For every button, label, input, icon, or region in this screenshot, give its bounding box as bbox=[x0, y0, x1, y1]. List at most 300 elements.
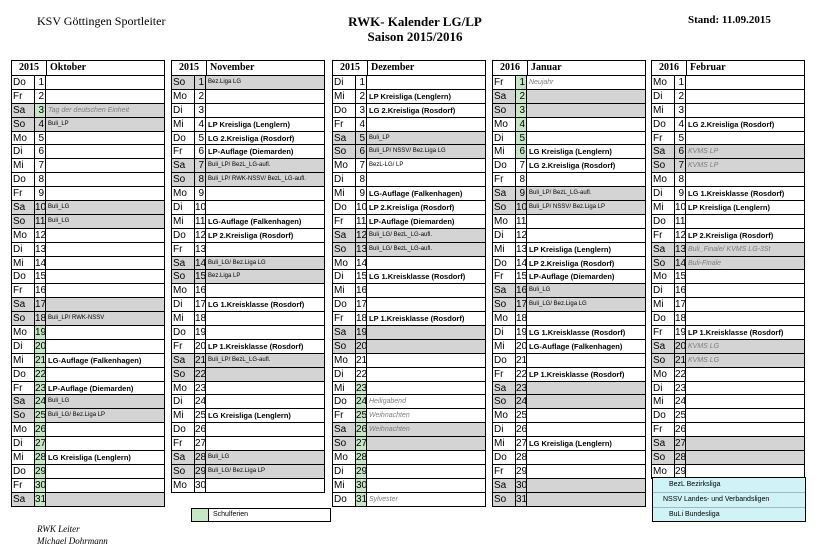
day-row bbox=[333, 187, 485, 201]
weekday: Di bbox=[12, 340, 35, 353]
month-header bbox=[12, 60, 164, 76]
day-number: 28 bbox=[195, 452, 207, 464]
day-row bbox=[333, 118, 485, 132]
day-number: 27 bbox=[195, 438, 207, 450]
day-number: 8 bbox=[35, 173, 46, 186]
weekday: Mi bbox=[493, 243, 516, 256]
day-number: 20 bbox=[516, 340, 528, 352]
day-number: 11 bbox=[356, 215, 367, 227]
event-text: Buli_Finale/ KVMS LG-3St bbox=[688, 245, 771, 253]
weekday: Sa bbox=[652, 340, 675, 353]
day-row bbox=[493, 132, 645, 146]
day-number: 25 bbox=[35, 410, 47, 422]
day-number: 29 bbox=[35, 465, 47, 477]
day-number: 25 bbox=[516, 410, 528, 422]
day-number: 2 bbox=[675, 90, 686, 103]
weekday: Sa bbox=[12, 395, 35, 408]
event-text: LP-Auflage (Diemarden) bbox=[369, 216, 455, 226]
weekday: Di bbox=[12, 243, 35, 256]
event-text bbox=[206, 479, 324, 492]
weekday: Mo bbox=[12, 132, 35, 145]
month-year: 2015 bbox=[333, 61, 368, 75]
school-holiday-legend bbox=[191, 508, 331, 522]
event-text: Sylvester bbox=[369, 495, 398, 503]
day-row bbox=[493, 409, 645, 423]
weekday: Sa bbox=[172, 451, 195, 464]
day-row bbox=[333, 90, 485, 104]
day-row bbox=[172, 368, 324, 382]
day-row bbox=[333, 159, 485, 173]
weekday: So bbox=[652, 451, 675, 464]
day-row bbox=[333, 243, 485, 257]
weekday: Di bbox=[652, 187, 675, 200]
weekday: Mo bbox=[652, 465, 675, 478]
day-row bbox=[172, 284, 324, 298]
month-year: 2015 bbox=[12, 61, 47, 75]
day-number: 17 bbox=[35, 299, 47, 311]
day-row bbox=[172, 479, 324, 493]
weekday: Do bbox=[652, 312, 675, 325]
day-number: 27 bbox=[516, 438, 528, 450]
day-row bbox=[333, 437, 485, 451]
weekday: Sa bbox=[172, 354, 195, 367]
event-text bbox=[527, 90, 645, 103]
day-number: 30 bbox=[356, 479, 368, 491]
month-year: 2016 bbox=[493, 61, 528, 75]
event-text bbox=[367, 354, 485, 367]
event-text bbox=[206, 437, 324, 450]
weekday: Di bbox=[333, 173, 356, 186]
day-row bbox=[333, 312, 485, 326]
day-number: 22 bbox=[516, 368, 528, 380]
event-text bbox=[46, 284, 164, 297]
day-row bbox=[12, 409, 164, 423]
day-row bbox=[172, 257, 324, 271]
weekday: Mi bbox=[333, 187, 356, 200]
event-text: LP Kreisliga (Lenglern) bbox=[208, 119, 290, 129]
day-number: 15 bbox=[675, 271, 687, 283]
day-number: 4 bbox=[356, 118, 367, 131]
day-row bbox=[493, 479, 645, 493]
weekday: Mo bbox=[12, 229, 35, 242]
day-number: 28 bbox=[516, 452, 528, 464]
event-text: LG 2.Kreisliga (Rosdorf) bbox=[208, 133, 295, 143]
day-row bbox=[333, 229, 485, 243]
event-text: Tag der deutschen Einheit bbox=[48, 106, 130, 114]
weekday: Fr bbox=[12, 90, 35, 103]
day-row bbox=[172, 104, 324, 118]
weekday: Mo bbox=[172, 382, 195, 395]
weekday: Mo bbox=[172, 187, 195, 200]
day-number: 1 bbox=[356, 76, 367, 89]
event-text bbox=[686, 437, 804, 450]
event-text bbox=[206, 243, 324, 256]
event-text: LG 1.Kreisklasse (Rosdorf) bbox=[369, 272, 466, 282]
event-text: Buli_LP/ RWK-NSSV/ BezL_LG-aufl. bbox=[208, 176, 306, 183]
weekday: So bbox=[652, 257, 675, 270]
weekday: Fr bbox=[172, 437, 195, 450]
day-number: 6 bbox=[356, 145, 367, 158]
weekday: Sa bbox=[333, 326, 356, 339]
day-number: 26 bbox=[675, 424, 687, 436]
weekday: So bbox=[493, 493, 516, 506]
event-text bbox=[686, 173, 804, 186]
weekday: Mo bbox=[333, 451, 356, 464]
day-row bbox=[493, 326, 645, 340]
day-number: 1 bbox=[35, 76, 46, 89]
event-text: LG Kreisliga (Lenglern) bbox=[208, 411, 291, 421]
day-number: 12 bbox=[675, 229, 687, 241]
day-row bbox=[493, 90, 645, 104]
day-number: 19 bbox=[195, 327, 207, 339]
weekday: Mo bbox=[493, 409, 516, 422]
event-text bbox=[367, 76, 485, 89]
day-number: 11 bbox=[516, 215, 527, 227]
event-text: Buli_LG bbox=[48, 217, 70, 224]
day-number: 19 bbox=[356, 327, 368, 339]
event-text bbox=[46, 257, 164, 270]
day-row bbox=[333, 493, 485, 507]
weekday: Mo bbox=[12, 423, 35, 436]
day-number: 20 bbox=[675, 340, 687, 352]
day-number: 21 bbox=[675, 354, 687, 366]
day-row bbox=[333, 298, 485, 312]
weekday: Do bbox=[493, 257, 516, 270]
day-number: 23 bbox=[516, 382, 528, 394]
weekday: Do bbox=[493, 451, 516, 464]
holiday-legend-label: Schulferien bbox=[213, 511, 249, 518]
weekday: Sa bbox=[12, 298, 35, 311]
weekday: Mo bbox=[333, 354, 356, 367]
event-text bbox=[46, 132, 164, 145]
weekday: So bbox=[652, 159, 675, 172]
day-number: 9 bbox=[356, 187, 367, 200]
day-number: 28 bbox=[675, 452, 687, 464]
day-number: 17 bbox=[516, 299, 528, 311]
day-number: 18 bbox=[516, 313, 528, 325]
day-number: 10 bbox=[195, 202, 207, 214]
day-number: 3 bbox=[516, 104, 527, 117]
day-number: 2 bbox=[356, 90, 367, 103]
day-number: 9 bbox=[195, 187, 206, 200]
month-year: 2015 bbox=[172, 61, 207, 75]
event-text bbox=[527, 104, 645, 117]
day-row bbox=[493, 243, 645, 257]
day-row bbox=[652, 187, 804, 201]
day-number: 24 bbox=[675, 396, 687, 408]
weekday: So bbox=[493, 395, 516, 408]
weekday: Mi bbox=[12, 257, 35, 270]
event-text: LP Kreisliga (Lenglern) bbox=[529, 244, 611, 254]
weekday: Di bbox=[333, 368, 356, 381]
event-text bbox=[206, 201, 324, 214]
day-row bbox=[493, 298, 645, 312]
day-number: 29 bbox=[356, 465, 368, 477]
event-text bbox=[686, 284, 804, 297]
day-number: 14 bbox=[195, 257, 207, 269]
day-number: 18 bbox=[35, 313, 47, 325]
event-text bbox=[686, 312, 804, 325]
weekday: Do bbox=[333, 395, 356, 408]
day-row bbox=[333, 340, 485, 354]
weekday: So bbox=[172, 465, 195, 478]
weekday: Sa bbox=[652, 437, 675, 450]
day-row bbox=[652, 340, 804, 354]
event-text bbox=[206, 326, 324, 339]
calendar-title bbox=[300, 14, 530, 44]
event-text: KVMS LP bbox=[688, 162, 719, 170]
event-text bbox=[686, 298, 804, 311]
month-header bbox=[493, 60, 645, 76]
event-text: LP 1.Kreisklasse (Rosdorf) bbox=[529, 369, 625, 379]
event-text: LG-Auflage (Falkenhagen) bbox=[48, 355, 142, 365]
event-text bbox=[46, 229, 164, 242]
weekday: Do bbox=[493, 159, 516, 172]
weekday: Di bbox=[493, 132, 516, 145]
day-row bbox=[12, 118, 164, 132]
day-number: 14 bbox=[675, 257, 687, 269]
weekday: Fr bbox=[12, 382, 35, 395]
day-number: 31 bbox=[35, 493, 47, 505]
day-row bbox=[333, 145, 485, 159]
weekday: So bbox=[493, 104, 516, 117]
weekday: Do bbox=[493, 354, 516, 367]
event-text bbox=[46, 76, 164, 89]
day-row bbox=[333, 382, 485, 396]
event-text bbox=[367, 173, 485, 186]
day-row bbox=[172, 132, 324, 146]
event-text bbox=[367, 118, 485, 131]
day-row bbox=[12, 187, 164, 201]
weekday: Mi bbox=[12, 451, 35, 464]
weekday: Di bbox=[652, 90, 675, 103]
weekday: Mi bbox=[333, 382, 356, 395]
day-number: 24 bbox=[356, 396, 368, 408]
event-text: Buli_LP/ BezL_LG-aufl. bbox=[529, 190, 592, 197]
event-text bbox=[367, 437, 485, 450]
day-number: 22 bbox=[356, 368, 368, 380]
weekday: Mi bbox=[652, 395, 675, 408]
day-row bbox=[12, 257, 164, 271]
weekday: Mo bbox=[172, 284, 195, 297]
day-row bbox=[333, 270, 485, 284]
weekday: Do bbox=[172, 423, 195, 436]
event-text: LG Kreisliga (Lenglern) bbox=[48, 453, 131, 463]
day-number: 14 bbox=[516, 257, 528, 269]
day-row bbox=[12, 173, 164, 187]
day-row bbox=[652, 451, 804, 465]
day-number: 5 bbox=[675, 132, 686, 145]
day-number: 7 bbox=[675, 159, 686, 172]
weekday: Mo bbox=[333, 159, 356, 172]
day-number: 1 bbox=[516, 76, 527, 89]
event-text: LG Kreisliga (Lenglern) bbox=[529, 147, 612, 157]
event-text: LG-Auflage (Falkenhagen) bbox=[369, 189, 463, 199]
weekday: Sa bbox=[172, 257, 195, 270]
event-text: Buli-Finale bbox=[688, 259, 722, 267]
weekday: Fr bbox=[493, 368, 516, 381]
day-number: 23 bbox=[35, 382, 47, 394]
day-row bbox=[172, 187, 324, 201]
weekday: Sa bbox=[333, 132, 356, 145]
weekday: So bbox=[172, 76, 195, 89]
weekday: Fr bbox=[333, 312, 356, 325]
event-text bbox=[46, 159, 164, 172]
event-text bbox=[686, 215, 804, 228]
weekday: Mo bbox=[333, 257, 356, 270]
weekday: Do bbox=[333, 298, 356, 311]
weekday: Mi bbox=[12, 159, 35, 172]
league-legend bbox=[652, 477, 806, 522]
day-number: 31 bbox=[516, 493, 528, 505]
event-text: LG-Auflage (Falkenhagen) bbox=[529, 341, 623, 351]
day-number: 5 bbox=[516, 132, 527, 145]
day-row bbox=[652, 159, 804, 173]
day-row bbox=[172, 90, 324, 104]
event-text: Buli_LG/ Bez.Liga LP bbox=[208, 467, 266, 474]
weekday: So bbox=[12, 312, 35, 325]
event-text bbox=[527, 465, 645, 478]
day-number: 28 bbox=[356, 452, 368, 464]
day-row bbox=[172, 270, 324, 284]
month-year: 2016 bbox=[652, 61, 687, 75]
day-row bbox=[333, 76, 485, 90]
event-text bbox=[367, 298, 485, 311]
day-row bbox=[12, 465, 164, 479]
event-text bbox=[46, 145, 164, 158]
event-text: Buli_LG/ Bez.Liga LG bbox=[529, 301, 587, 308]
event-text: LG-Auflage (Falkenhagen) bbox=[208, 216, 302, 226]
event-text bbox=[686, 368, 804, 381]
day-number: 7 bbox=[35, 159, 46, 172]
event-text: LP-Auflage (Diemarden) bbox=[529, 272, 615, 282]
stand-date: Stand: 11.09.2015 bbox=[688, 14, 771, 26]
weekday: Sa bbox=[493, 479, 516, 492]
day-number: 4 bbox=[195, 118, 206, 131]
day-row bbox=[12, 354, 164, 368]
day-number: 2 bbox=[516, 90, 527, 103]
day-number: 21 bbox=[356, 354, 368, 366]
day-number: 22 bbox=[35, 368, 47, 380]
event-text: Buli_LP bbox=[369, 134, 390, 141]
day-number: 20 bbox=[35, 340, 47, 352]
event-text bbox=[367, 451, 485, 464]
weekday: Mi bbox=[493, 145, 516, 158]
weekday: Fr bbox=[333, 118, 356, 131]
weekday: Mo bbox=[652, 173, 675, 186]
day-number: 6 bbox=[516, 145, 527, 158]
event-text bbox=[367, 368, 485, 381]
event-text bbox=[527, 215, 645, 228]
title-line: RWK- Kalender LG/LP bbox=[348, 14, 482, 29]
weekday: Fr bbox=[12, 284, 35, 297]
day-number: 12 bbox=[516, 229, 528, 241]
weekday: Do bbox=[12, 465, 35, 478]
day-number: 24 bbox=[195, 396, 207, 408]
day-row bbox=[493, 465, 645, 479]
day-row bbox=[172, 465, 324, 479]
day-row bbox=[12, 243, 164, 257]
event-text bbox=[46, 90, 164, 103]
weekday: Sa bbox=[652, 243, 675, 256]
day-number: 10 bbox=[675, 202, 687, 214]
day-number: 16 bbox=[195, 285, 207, 297]
day-number: 19 bbox=[35, 327, 47, 339]
day-number: 30 bbox=[195, 479, 207, 491]
day-number: 15 bbox=[35, 271, 47, 283]
weekday: Fr bbox=[493, 76, 516, 89]
day-number: 29 bbox=[675, 465, 687, 477]
day-row bbox=[12, 382, 164, 396]
event-text bbox=[527, 423, 645, 436]
month-name: Januar bbox=[531, 62, 562, 73]
day-number: 3 bbox=[675, 104, 686, 117]
day-row bbox=[493, 270, 645, 284]
day-row bbox=[652, 298, 804, 312]
weekday: Mo bbox=[493, 118, 516, 131]
event-text bbox=[367, 326, 485, 339]
weekday: Di bbox=[172, 104, 195, 117]
event-text bbox=[527, 479, 645, 492]
day-number: 18 bbox=[195, 313, 207, 325]
month-name: Dezember bbox=[371, 62, 415, 73]
weekday: So bbox=[493, 201, 516, 214]
day-row bbox=[333, 479, 485, 493]
day-number: 27 bbox=[35, 438, 47, 450]
day-number: 21 bbox=[516, 354, 528, 366]
event-text bbox=[527, 118, 645, 131]
day-number: 10 bbox=[35, 202, 47, 214]
weekday: Do bbox=[333, 201, 356, 214]
day-number: 6 bbox=[35, 145, 46, 158]
event-text: Buli_LG bbox=[48, 204, 70, 211]
weekday: Do bbox=[12, 270, 35, 283]
weekday: Mi bbox=[652, 201, 675, 214]
day-number: 7 bbox=[516, 159, 527, 172]
event-text bbox=[46, 187, 164, 200]
day-number: 11 bbox=[675, 215, 686, 227]
day-row bbox=[12, 312, 164, 326]
weekday: Do bbox=[652, 215, 675, 228]
day-row bbox=[493, 145, 645, 159]
day-row bbox=[493, 395, 645, 409]
day-number: 8 bbox=[356, 173, 367, 186]
day-number: 20 bbox=[195, 340, 207, 352]
day-row bbox=[493, 104, 645, 118]
day-row bbox=[652, 201, 804, 215]
day-row bbox=[172, 298, 324, 312]
event-text: Buli_LG/ BezL_LG-aufl. bbox=[369, 231, 433, 238]
day-row bbox=[652, 312, 804, 326]
weekday: So bbox=[652, 354, 675, 367]
weekday: Fr bbox=[652, 326, 675, 339]
event-text: LG 1.Kreisklasse (Rosdorf) bbox=[208, 300, 305, 310]
weekday: Fr bbox=[172, 340, 195, 353]
day-number: 6 bbox=[675, 145, 686, 158]
day-row bbox=[172, 437, 324, 451]
day-number: 16 bbox=[675, 285, 687, 297]
day-row bbox=[172, 229, 324, 243]
event-text bbox=[206, 312, 324, 325]
event-text bbox=[46, 340, 164, 353]
event-text: LG 2.Kreisliga (Rosdorf) bbox=[529, 161, 616, 171]
month-dezember bbox=[332, 60, 486, 507]
day-row bbox=[652, 326, 804, 340]
day-row bbox=[172, 382, 324, 396]
day-row bbox=[652, 382, 804, 396]
day-row bbox=[493, 437, 645, 451]
day-number: 18 bbox=[675, 313, 687, 325]
